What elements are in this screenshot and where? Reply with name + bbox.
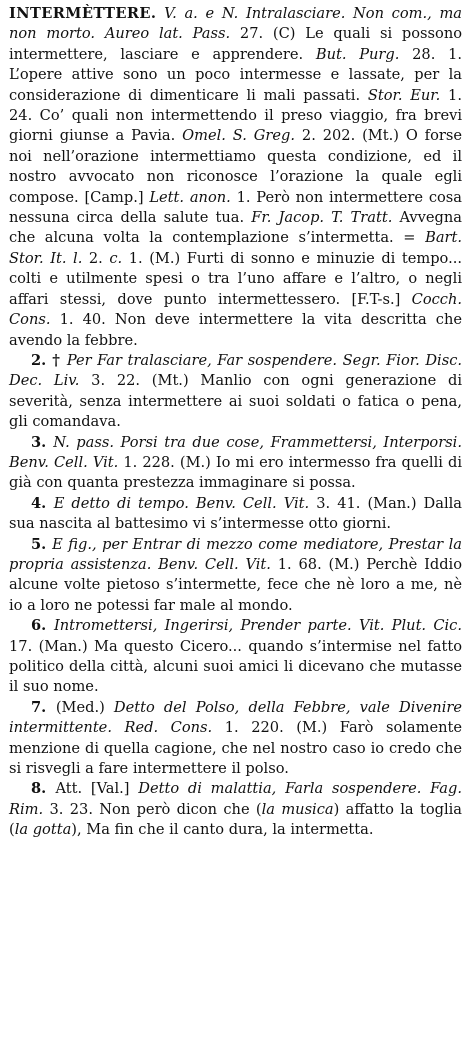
sense-number: 6.	[31, 617, 54, 635]
italic-run: Lett. anon.	[149, 188, 231, 206]
dictionary-entry	[9, 4, 462, 841]
italic-run: c.	[109, 249, 123, 267]
entry-definition	[9, 4, 462, 351]
italic-run: N. pass. Porsi tra due cose, Frammettersi, Interporsi. Benv. Cell. Vit.	[9, 433, 462, 471]
text-run	[156, 5, 164, 22]
italic-run: Detto del Polso, della Febbre, vale Divenire intermittente. Red. Cons.	[9, 698, 462, 737]
text-run: 1. Però non intermettere cosa nessuna circa della salute tua.	[9, 188, 462, 227]
entry-sense-6	[9, 616, 462, 698]
entry-sense-4	[9, 494, 462, 535]
entry-sense-7	[9, 698, 462, 780]
sense-number: 4.	[31, 494, 54, 512]
text-run: 1. 40. Non deve intermettere la vita descritta che avendo la febbre.	[9, 311, 462, 349]
entry-sense-8	[9, 779, 462, 840]
text-run: 1. 228. (M.) Io mi ero intermesso fra quelli di già con quanta prestezza immaginare si possa.	[9, 453, 463, 492]
text-run: 2.	[82, 249, 110, 267]
text-run: 28. 1. L’opere attive sono un poco intermesse e lassate, per la considerazione di dimenticare li mali passati.	[9, 45, 462, 104]
text-run: 1. 24. Co’ quali non intermettendo il preso viaggio, fra brevi giorni giunse a Pavia.	[9, 86, 462, 145]
text-run: 1. (M.) Furti di sonno e minuzie di tempo... colti e utilmente spesi o tra l’uno affare e l’altro, o negli affari stessi, dove punto intermettessero. [F.T-s.]	[9, 249, 463, 308]
entry-sense-3	[9, 433, 462, 494]
sense-number: 8.	[31, 780, 56, 798]
text-run: 17. (Man.) Ma questo Cicero... quando s’intermise nel fatto politico della città, alcuni suoi amici li dicevano che mutasse il suo nome.	[9, 637, 462, 696]
text-run: ), Ma fin che il canto dura, la intermetta.	[71, 821, 374, 839]
text-run: 1. 68. (M.) Perchè Iddio alcune volte pietoso s’intermette, fece che nè loro a me, nè io a loro ne potessi far male al mondo.	[9, 555, 462, 614]
italic-run: Stor. Eur.	[367, 86, 441, 104]
italic-run: E detto di tempo. Benv. Cell. Vit.	[53, 494, 310, 512]
italic-run: Detto di malattia, Farla sospendere. Fag. Rim.	[9, 780, 462, 818]
sense-number: 7.	[31, 698, 56, 716]
italic-run: Bart. Stor. It. l.	[9, 229, 462, 267]
entry-sense-5	[9, 535, 462, 617]
italic-run: But. Purg.	[315, 45, 400, 63]
italic-run: Intromettersi, Ingerirsi, Prender parte. Vit. Plut. Cic.	[53, 617, 462, 635]
text-run: Att. [Val.]	[55, 780, 139, 798]
text-run: 3. 41. (Man.) Dalla sua nascita al battesimo vi s’intermesse otto giorni.	[9, 494, 462, 533]
italic-run: Fr. Jacop. T. Tratt.	[251, 209, 393, 227]
italic-run: E fig., per Entrar di mezzo come mediatore, Prestar la propria assistenza. Benv. Cell. Vit.	[9, 535, 462, 573]
text-run: Avvegna che alcuna volta la contemplazione s’intermetta. =	[9, 209, 462, 247]
text-run: 3. 22. (Mt.) Manlio con ogni generazione di severità, senza intermettere ai suoi soldati o fatica o pena, gli comandava.	[9, 372, 462, 431]
italic-run: Per Far tralasciare, Far sospendere. Segr. Fior. Disc. Dec. Liv.	[9, 351, 463, 390]
italic-run: Omel. S. Greg.	[182, 127, 296, 145]
text-run: ) affatto la toglia (	[9, 800, 463, 839]
italic-run: V. a. e N. Intralasciare. Non com., ma non morto. Aureo lat. Pass.	[9, 5, 462, 43]
text-run: 2. 202. (Mt.) O forse noi nell’orazione intermettiamo questa condizione, ed il nostro avvocato non riconosce l’orazione la quale egli compose. [Camp.]	[9, 127, 462, 206]
text-run: (Med.)	[55, 698, 114, 716]
text-run: 1. 220. (M.) Farò solamente menzione di quella cagione, che nel nostro caso io credo che si risvegli a fare intermettere il polso.	[9, 719, 462, 778]
sense-number: 5.	[31, 535, 53, 553]
entry-sense-2	[9, 351, 462, 433]
text-run: 27. (C) Le quali si possono intermettere, lasciare e apprendere.	[9, 25, 463, 63]
italic-run: la gotta	[14, 821, 72, 839]
italic-run: Cocch. Cons.	[9, 290, 462, 329]
sense-number: 3.	[31, 433, 54, 451]
text-run: 3. 23. Non però dicon che (	[43, 800, 262, 818]
italic-run: la musica	[261, 800, 334, 818]
headword: INTERMÈTTERE.	[9, 5, 157, 22]
sense-number: 2. †	[31, 351, 67, 369]
